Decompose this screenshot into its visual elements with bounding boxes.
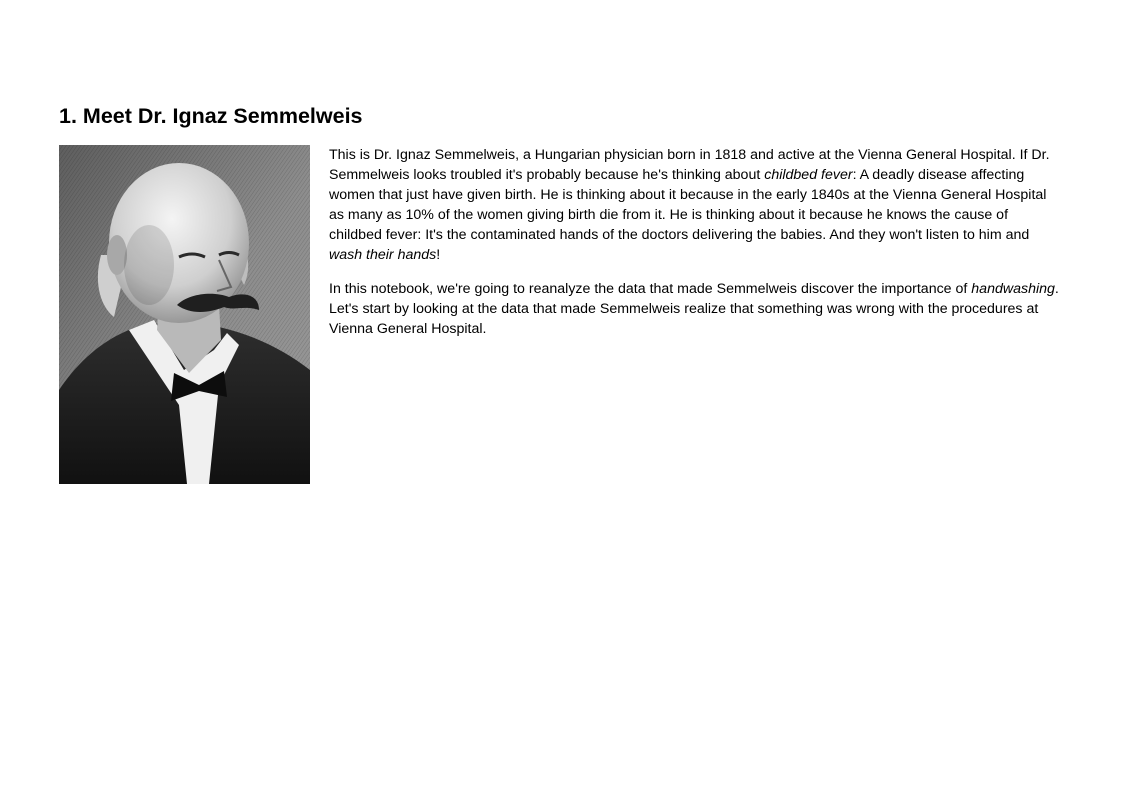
intro-text-3: ! [436,247,441,263]
notebook-text-1: In this notebook, we're going to reanalyze the data that made Semmelweis discover the importance of [329,281,972,297]
intro-text-1: This is Dr. Ignaz Semmelweis, a Hungarian physician born in 1818 and active at the Vienna General Hospital. If Dr. Semmelweis looks troubled it's probably because he's thinking about [329,147,1050,183]
handwashing-emphasis: handwashing [971,281,1055,297]
section-heading: 1. Meet Dr. Ignaz Semmelweis [59,104,363,128]
notebook-cell [59,100,1069,337]
notebook-paragraph [329,279,1064,339]
wash-hands-emphasis: wash their hands [329,247,437,263]
childbed-fever-emphasis: childbed fever [764,167,853,183]
intro-paragraph [329,145,1064,265]
notebook-text-2: . Let's start by looking at the data that made Semmelweis realize that something was wrong with the procedures at Vienna General Hospital. [329,281,1059,337]
text-column [329,145,1064,353]
intro-text-2: : A deadly disease affecting women that just have given birth. He is thinking about it because in the early 1840s at the Vienna General Hospital as many as 10% of the women giving birth die from it. He is thinking about it because he knows the cause of childbed fever: It's the contaminated hands of the doctors delivering the babies. And they won't listen to him and [329,167,1047,243]
portrait-image [59,145,310,484]
